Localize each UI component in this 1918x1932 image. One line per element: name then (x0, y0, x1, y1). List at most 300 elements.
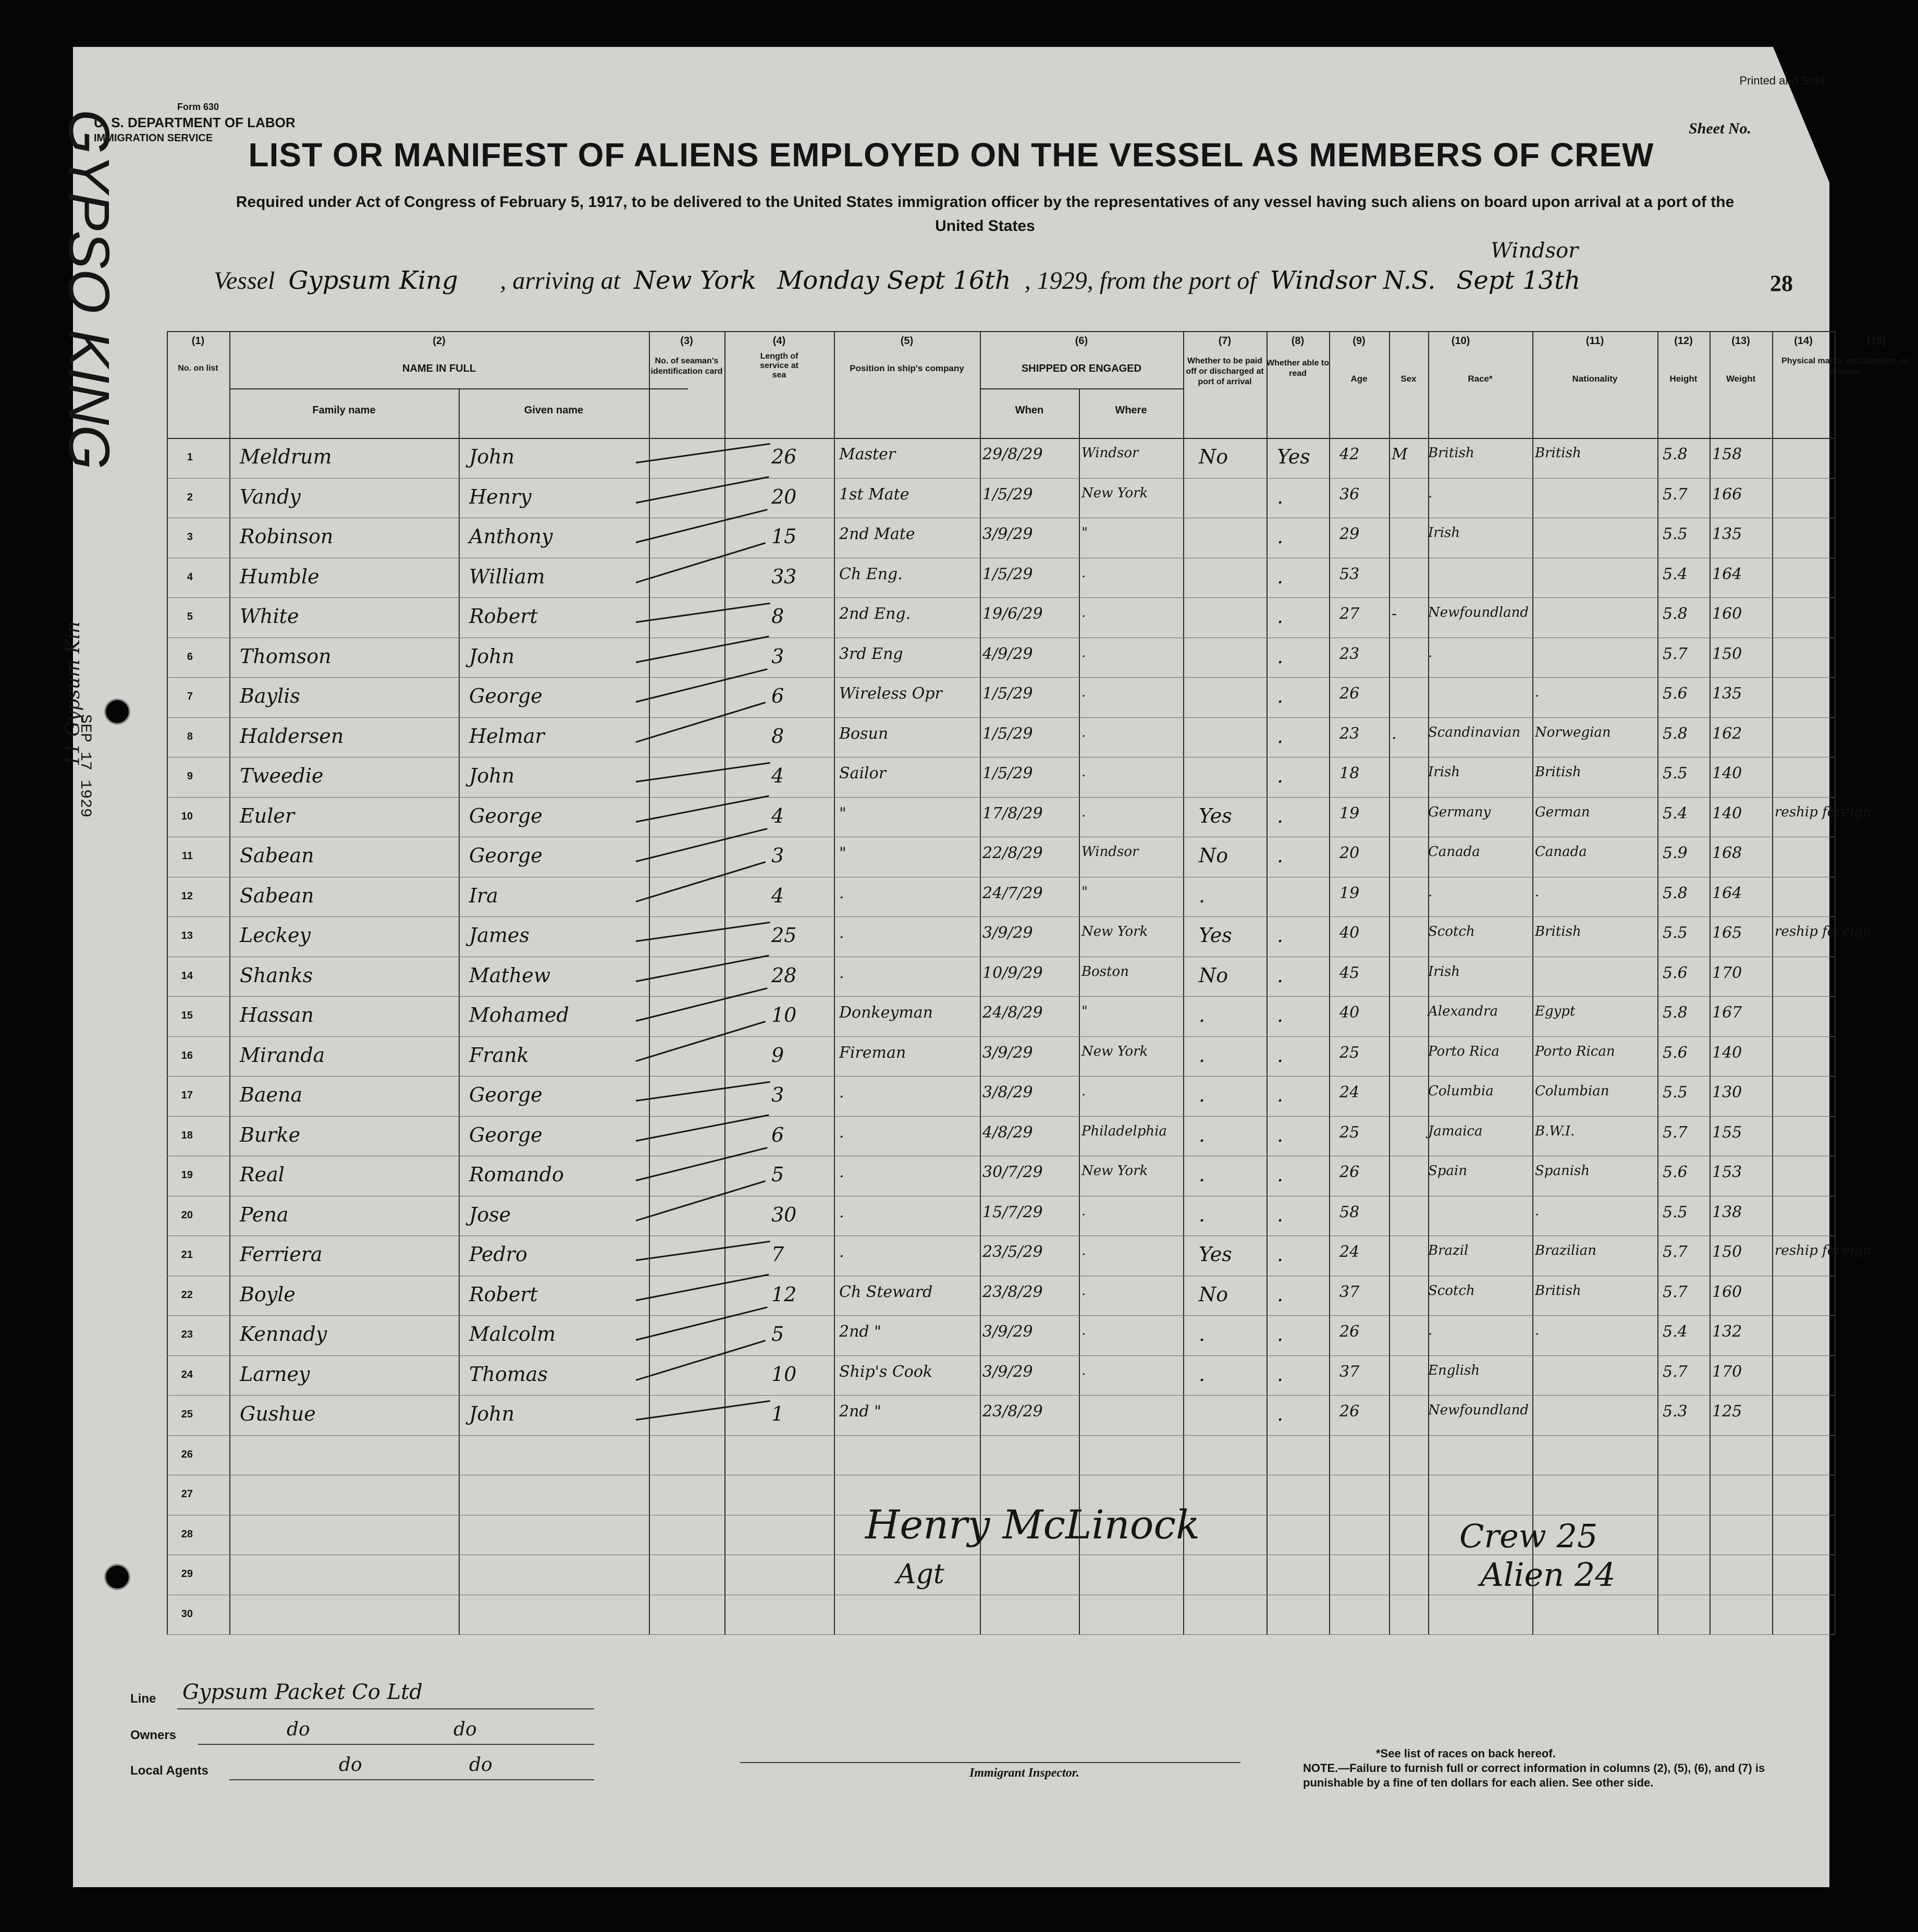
table-top-border (167, 331, 1835, 332)
shipped-where-cell: . (1081, 804, 1086, 820)
row-divider (167, 1395, 1835, 1396)
shipped-where-cell: . (1081, 724, 1086, 740)
position-cell: Ch Eng. (839, 565, 903, 583)
given-name-cell: Jose (469, 1203, 511, 1226)
service-length-cell: 4 (771, 884, 784, 907)
weight-cell: 162 (1712, 724, 1742, 743)
shipped-header: SHIPPED OR ENGAGED (1021, 363, 1142, 374)
row-number: 18 (181, 1129, 193, 1141)
family-name-cell: Kennady (240, 1323, 327, 1346)
page-title: LIST OR MANIFEST OF ALIENS EMPLOYED ON THE VESSEL AS MEMBERS OF CREW (248, 136, 1654, 174)
given-name-cell: George (469, 1123, 543, 1146)
position-header: Position in ship's company (850, 363, 964, 373)
height-cell: 5.6 (1663, 1163, 1688, 1181)
inspector-label: Immigrant Inspector. (969, 1766, 1079, 1780)
service-length-cell: 3 (771, 1083, 784, 1106)
marks-header: Physical marks, peculiarities, or disease (1781, 357, 1909, 376)
row-number: 23 (181, 1329, 193, 1340)
row-number: 26 (181, 1448, 193, 1460)
row-number: 11 (181, 850, 193, 862)
service-length-cell: 5 (771, 1163, 784, 1186)
nationality-cell: Norwegian (1535, 724, 1611, 740)
marks-cell: reship foreign (1775, 924, 1872, 939)
family-name-cell: Meldrum (240, 445, 332, 468)
family-name-cell: Tweedie (240, 764, 324, 787)
age-cell: 20 (1339, 844, 1360, 862)
position-cell: Fireman (839, 1043, 906, 1062)
able-read-cell: . (1277, 1402, 1284, 1425)
row-number: 20 (181, 1209, 193, 1221)
height-cell: 5.4 (1663, 1323, 1688, 1341)
shipped-when-cell: 3/8/29 (982, 1083, 1033, 1102)
shipped-when-cell: 24/7/29 (982, 884, 1043, 902)
printed-note: Printed and Sold (1739, 74, 1824, 87)
vessel-name: Gypsum King (288, 266, 458, 295)
row-number: 22 (181, 1289, 193, 1301)
column-divider (167, 331, 168, 1634)
row-number: 14 (181, 970, 193, 982)
row-number: 27 (181, 1488, 193, 1500)
paid-off-cell: No (1199, 963, 1228, 987)
shipped-where-cell: . (1081, 1243, 1086, 1258)
column-number-label: (12) (1674, 335, 1693, 347)
paid-off-cell: . (1199, 1163, 1206, 1186)
column-divider (834, 331, 835, 1634)
age-cell: 40 (1339, 924, 1360, 942)
service-length-cell: 4 (771, 804, 784, 827)
id-card-check-mark (636, 861, 766, 902)
able-read-cell: . (1277, 1203, 1284, 1226)
shipped-where-cell: " (1081, 884, 1088, 900)
row-divider (167, 597, 1835, 598)
position-cell: . (839, 1243, 844, 1261)
service-length-cell: 1 (771, 1402, 784, 1425)
weight-cell: 150 (1712, 644, 1742, 663)
shipped-when-cell: 3/9/29 (982, 1323, 1033, 1341)
column-divider (1329, 331, 1330, 1634)
nationality-cell: . (1535, 1203, 1540, 1219)
shipped-where-cell: . (1081, 1362, 1086, 1378)
weight-cell: 164 (1712, 565, 1742, 583)
age-cell: 26 (1339, 684, 1360, 703)
nationality-cell: British (1535, 764, 1581, 780)
column-divider (1532, 331, 1533, 1634)
able-read-cell: . (1277, 485, 1284, 508)
paid-off-header: Whether to be paid off or discharged at port of arrival (1186, 357, 1264, 386)
family-name-cell: Euler (240, 804, 295, 827)
able-read-cell: . (1277, 644, 1284, 668)
shipped-where-cell: New York (1081, 1043, 1148, 1059)
service-length-cell: 10 (771, 1362, 797, 1386)
family-name-cell: Haldersen (240, 724, 344, 748)
height-cell: 5.8 (1663, 445, 1688, 463)
able-read-cell: . (1277, 684, 1284, 707)
race-cell: Irish (1428, 764, 1460, 780)
vessel-line (214, 266, 1588, 295)
race-cell: Canada (1428, 844, 1480, 860)
column-number-label: (2) (433, 335, 446, 347)
paid-off-cell: . (1199, 1043, 1206, 1067)
owners-value-1: do (287, 1719, 310, 1740)
row-divider (167, 478, 1835, 479)
inspector-line (740, 1762, 1240, 1763)
footnote-races: *See list of races on back hereof. (1376, 1747, 1556, 1760)
age-cell: 29 (1339, 525, 1360, 543)
service-label: IMMIGRATION SERVICE (94, 132, 213, 144)
service-length-cell: 20 (771, 485, 797, 508)
shipped-where-cell: " (1081, 1004, 1088, 1019)
id-card-check-mark (636, 509, 768, 543)
given-name-cell: William (469, 565, 545, 588)
nationality-cell: B.W.I. (1535, 1123, 1575, 1139)
paid-off-cell: No (1199, 844, 1228, 867)
service-length-cell: 3 (771, 844, 784, 867)
no-on-list-header: No. on list (178, 364, 218, 373)
position-cell: 1st Mate (839, 485, 909, 504)
nationality-cell: Columbian (1535, 1083, 1609, 1099)
paid-off-cell: No (1199, 1282, 1228, 1306)
position-cell: 2nd Eng. (839, 605, 911, 623)
weight-cell: 164 (1712, 884, 1742, 902)
age-cell: 27 (1339, 605, 1360, 623)
column-divider (1267, 331, 1268, 1634)
able-read-cell: . (1277, 525, 1284, 548)
id-card-check-mark (636, 542, 766, 583)
age-cell: 26 (1339, 1163, 1360, 1181)
height-cell: 5.7 (1663, 644, 1688, 663)
column-divider (229, 331, 230, 1634)
family-name-cell: Baena (240, 1083, 303, 1106)
row-number: 3 (187, 531, 193, 543)
given-name-cell: John (469, 445, 515, 468)
id-card-check-mark (636, 603, 770, 623)
given-name-cell: Pedro (469, 1243, 527, 1266)
height-cell: 5.5 (1663, 1083, 1688, 1102)
shipped-when-cell: 19/6/29 (982, 605, 1043, 623)
shipped-when-cell: 24/8/29 (982, 1004, 1043, 1022)
given-name-cell: Mohamed (469, 1004, 569, 1026)
position-cell: 2nd " (839, 1402, 881, 1421)
height-cell: 5.5 (1663, 525, 1688, 543)
row-number: 5 (187, 611, 193, 622)
row-divider (167, 717, 1835, 718)
line-value: Gypsum Packet Co Ltd (182, 1680, 423, 1704)
position-cell: 2nd " (839, 1323, 881, 1341)
name-in-full-header: NAME IN FULL (402, 363, 476, 374)
height-cell: 5.8 (1663, 605, 1688, 623)
position-cell: 3rd Eng (839, 644, 903, 663)
column-divider (1835, 331, 1836, 1634)
race-cell: Newfoundland (1428, 1402, 1529, 1418)
service-length-cell: 28 (771, 963, 797, 987)
family-name-cell: Ferriera (240, 1243, 323, 1266)
family-name-cell: Boyle (240, 1282, 296, 1306)
weight-cell: 130 (1712, 1083, 1742, 1102)
row-number: 9 (187, 771, 193, 782)
given-name-cell: Romando (469, 1163, 564, 1186)
family-name-cell: Pena (240, 1203, 289, 1226)
able-read-cell: . (1277, 1004, 1284, 1026)
height-cell: 5.6 (1663, 1043, 1688, 1062)
weight-cell: 125 (1712, 1402, 1742, 1421)
id-card-check-mark (636, 1114, 769, 1142)
punch-hole (104, 1564, 130, 1590)
position-cell: " (839, 844, 846, 862)
id-card-check-mark (636, 987, 768, 1022)
id-card-check-mark (636, 668, 768, 703)
paid-off-cell: . (1199, 1362, 1206, 1386)
weight-cell: 150 (1712, 1243, 1742, 1261)
row-divider (167, 677, 1835, 678)
age-header: Age (1350, 374, 1368, 384)
date-stamp: SEP 17 1929 (76, 714, 94, 818)
master-signature: Henry McLinock (865, 1501, 1200, 1548)
id-card-check-mark (636, 955, 769, 982)
paid-off-cell: No (1199, 445, 1228, 468)
nationality-cell: British (1535, 1282, 1581, 1299)
race-cell: Columbia (1428, 1083, 1494, 1099)
race-cell: Jamaica (1428, 1123, 1483, 1139)
race-cell: Alexandra (1428, 1004, 1498, 1019)
able-read-header: Whether able to read (1267, 359, 1330, 378)
shipped-where-cell: . (1081, 1323, 1086, 1338)
race-header: Race* (1468, 374, 1493, 384)
able-read-cell: . (1277, 844, 1284, 867)
service-length-cell: 15 (771, 525, 797, 548)
height-cell: 5.4 (1663, 565, 1688, 583)
shipped-where-cell: . (1081, 644, 1086, 661)
position-cell: . (839, 963, 844, 982)
id-card-check-mark (636, 1306, 768, 1341)
given-name-header: Given name (524, 405, 584, 416)
service-length-cell: 7 (771, 1243, 784, 1266)
sex-cell: - (1392, 605, 1397, 623)
family-name-header: Family name (312, 405, 376, 416)
race-cell: . (1428, 485, 1433, 501)
given-name-cell: John (469, 764, 515, 787)
id-card-check-mark (636, 702, 766, 743)
given-name-cell: John (469, 644, 515, 668)
id-card-check-mark (636, 1147, 768, 1181)
height-cell: 5.5 (1663, 924, 1688, 942)
position-cell: . (839, 884, 844, 902)
agents-underline (229, 1779, 594, 1780)
shipped-where-cell: . (1081, 565, 1086, 581)
able-read-cell: . (1277, 1243, 1284, 1266)
length-service-header: Length of service at sea (760, 352, 798, 380)
column-divider (459, 388, 460, 1634)
line-underline (177, 1708, 594, 1709)
age-cell: 36 (1339, 485, 1360, 504)
arriving-label: , arriving at (500, 267, 620, 295)
when-header: When (1015, 405, 1044, 416)
family-name-cell: Burke (240, 1123, 301, 1146)
nationality-cell: German (1535, 804, 1590, 820)
family-name-cell: Robinson (240, 525, 334, 548)
arrival-year: , 1929, (1024, 267, 1093, 295)
id-card-check-mark (636, 762, 770, 782)
shipped-when-cell: 4/8/29 (982, 1123, 1033, 1142)
footnote (1303, 1746, 1824, 1790)
paid-off-cell: . (1199, 884, 1206, 907)
row-divider (167, 1315, 1835, 1316)
height-cell: 5.5 (1663, 764, 1688, 782)
service-length-cell: 9 (771, 1043, 784, 1067)
race-cell: . (1428, 644, 1433, 661)
age-cell: 53 (1339, 565, 1360, 583)
family-name-cell: Miranda (240, 1043, 325, 1067)
given-name-cell: Robert (469, 1282, 538, 1306)
header-divider (980, 388, 1183, 389)
position-cell: " (839, 804, 846, 823)
race-cell: Germany (1428, 804, 1491, 820)
weight-cell: 132 (1712, 1323, 1742, 1341)
agents-value-1: do (339, 1754, 362, 1776)
service-length-cell: 25 (771, 924, 797, 947)
able-read-cell: . (1277, 764, 1284, 787)
age-cell: 26 (1339, 1323, 1360, 1341)
given-name-cell: John (469, 1402, 515, 1425)
row-number: 21 (181, 1249, 193, 1261)
height-cell: 5.6 (1663, 684, 1688, 703)
nationality-cell: British (1535, 445, 1581, 461)
height-cell: 5.4 (1663, 804, 1688, 823)
position-cell: Wireless Opr (839, 684, 942, 703)
family-name-cell: Gushue (240, 1402, 316, 1425)
alien-total: Alien 24 (1480, 1556, 1616, 1594)
height-cell: 5.7 (1663, 1282, 1688, 1301)
row-number: 17 (181, 1090, 193, 1101)
height-cell: 5.7 (1663, 1243, 1688, 1261)
nationality-cell: British (1535, 924, 1581, 939)
id-card-check-mark (636, 635, 769, 663)
given-name-cell: Anthony (469, 525, 553, 548)
age-cell: 42 (1339, 445, 1360, 463)
height-header: Height (1669, 374, 1698, 384)
row-number: 12 (181, 890, 193, 902)
position-cell: . (839, 1203, 844, 1221)
height-cell: 5.3 (1663, 1402, 1688, 1421)
shipped-where-cell: . (1081, 764, 1086, 780)
shipped-when-cell: 3/9/29 (982, 1043, 1033, 1062)
shipped-when-cell: 23/5/29 (982, 1243, 1043, 1261)
given-name-cell: George (469, 1083, 543, 1106)
shipped-where-cell: " (1081, 525, 1088, 541)
row-number: 15 (181, 1010, 193, 1021)
race-cell: Irish (1428, 525, 1460, 541)
form-label: Form 630 (177, 102, 219, 112)
service-length-cell: 3 (771, 644, 784, 668)
marks-cell: reship foreign (1775, 804, 1872, 820)
id-card-check-mark (636, 1081, 770, 1102)
shipped-when-cell: 1/5/29 (982, 764, 1033, 782)
shipped-where-cell: . (1081, 684, 1086, 700)
id-card-check-mark (636, 476, 769, 504)
shipped-when-cell: 23/8/29 (982, 1282, 1043, 1301)
shipped-when-cell: 15/7/29 (982, 1203, 1043, 1221)
column-divider (1389, 331, 1390, 1634)
row-number: 28 (181, 1528, 193, 1540)
race-cell: Scotch (1428, 924, 1475, 939)
id-card-header: No. of seaman's identification card (650, 357, 723, 376)
service-length-cell: 33 (771, 565, 797, 588)
height-cell: 5.8 (1663, 724, 1688, 743)
shipped-when-cell: 3/9/29 (982, 1362, 1033, 1381)
age-cell: 18 (1339, 764, 1360, 782)
shipped-when-cell: 23/8/29 (982, 1402, 1043, 1421)
position-cell: Sailor (839, 764, 887, 782)
position-cell: Master (839, 445, 896, 463)
able-read-cell: . (1277, 1123, 1284, 1146)
shipped-when-cell: 3/9/29 (982, 924, 1033, 942)
able-read-cell: . (1277, 963, 1284, 987)
id-card-check-mark (636, 443, 770, 463)
arrival-date: Monday Sept 16th (777, 266, 1011, 295)
row-number: 1 (187, 451, 193, 463)
position-cell: 2nd Mate (839, 525, 915, 543)
row-divider (167, 996, 1835, 997)
able-read-cell: . (1277, 1323, 1284, 1346)
sex-cell: M (1392, 445, 1408, 463)
able-read-cell: . (1277, 1083, 1284, 1106)
family-name-cell: White (240, 605, 299, 628)
position-cell: Ship's Cook (839, 1362, 933, 1381)
row-divider (167, 797, 1835, 798)
given-name-cell: Robert (469, 605, 538, 628)
id-card-check-mark (636, 1400, 770, 1421)
given-name-cell: Malcolm (469, 1323, 556, 1346)
row-divider (167, 1036, 1835, 1037)
shipped-when-cell: 1/5/29 (982, 485, 1033, 504)
given-name-cell: Ira (469, 884, 498, 907)
weight-cell: 160 (1712, 1282, 1742, 1301)
weight-cell: 168 (1712, 844, 1742, 862)
departure-port: Windsor N.S. (1270, 266, 1436, 295)
position-cell: . (839, 1163, 844, 1181)
able-read-cell: . (1277, 1282, 1284, 1306)
shipped-when-cell: 1/5/29 (982, 724, 1033, 743)
service-length-cell: 12 (771, 1282, 797, 1306)
weight-cell: 140 (1712, 764, 1742, 782)
age-cell: 26 (1339, 1402, 1360, 1421)
column-divider (980, 331, 981, 1634)
service-length-cell: 8 (771, 605, 784, 628)
shipped-where-cell: . (1081, 1203, 1086, 1219)
able-read-cell: . (1277, 724, 1284, 748)
row-number: 30 (181, 1608, 193, 1620)
id-card-check-mark (636, 922, 770, 942)
height-cell: 5.7 (1663, 485, 1688, 504)
weight-cell: 138 (1712, 1203, 1742, 1221)
position-cell: . (839, 924, 844, 942)
paid-off-cell: . (1199, 1083, 1206, 1106)
id-card-check-mark (636, 1180, 766, 1221)
footnote-penalty: NOTE.—Failure to furnish full or correct information in columns (2), (5), (6), and (7) is punishable by a fine of ten dollars for each alien. See other side. (1303, 1762, 1765, 1789)
nationality-cell: . (1535, 684, 1540, 700)
nationality-cell: Canada (1535, 844, 1587, 860)
row-number: 6 (187, 651, 193, 663)
race-cell: Newfoundland (1428, 605, 1529, 620)
given-name-cell: James (469, 924, 530, 947)
race-cell: English (1428, 1362, 1480, 1378)
nationality-cell: Porto Rican (1535, 1043, 1615, 1059)
punch-hole (104, 699, 130, 725)
paid-off-cell: Yes (1199, 924, 1232, 947)
weight-cell: 158 (1712, 445, 1742, 463)
vessel-label: Vessel (214, 267, 275, 295)
given-name-cell: George (469, 844, 543, 867)
margin-vessel-name: GYPSO KING (57, 109, 121, 470)
